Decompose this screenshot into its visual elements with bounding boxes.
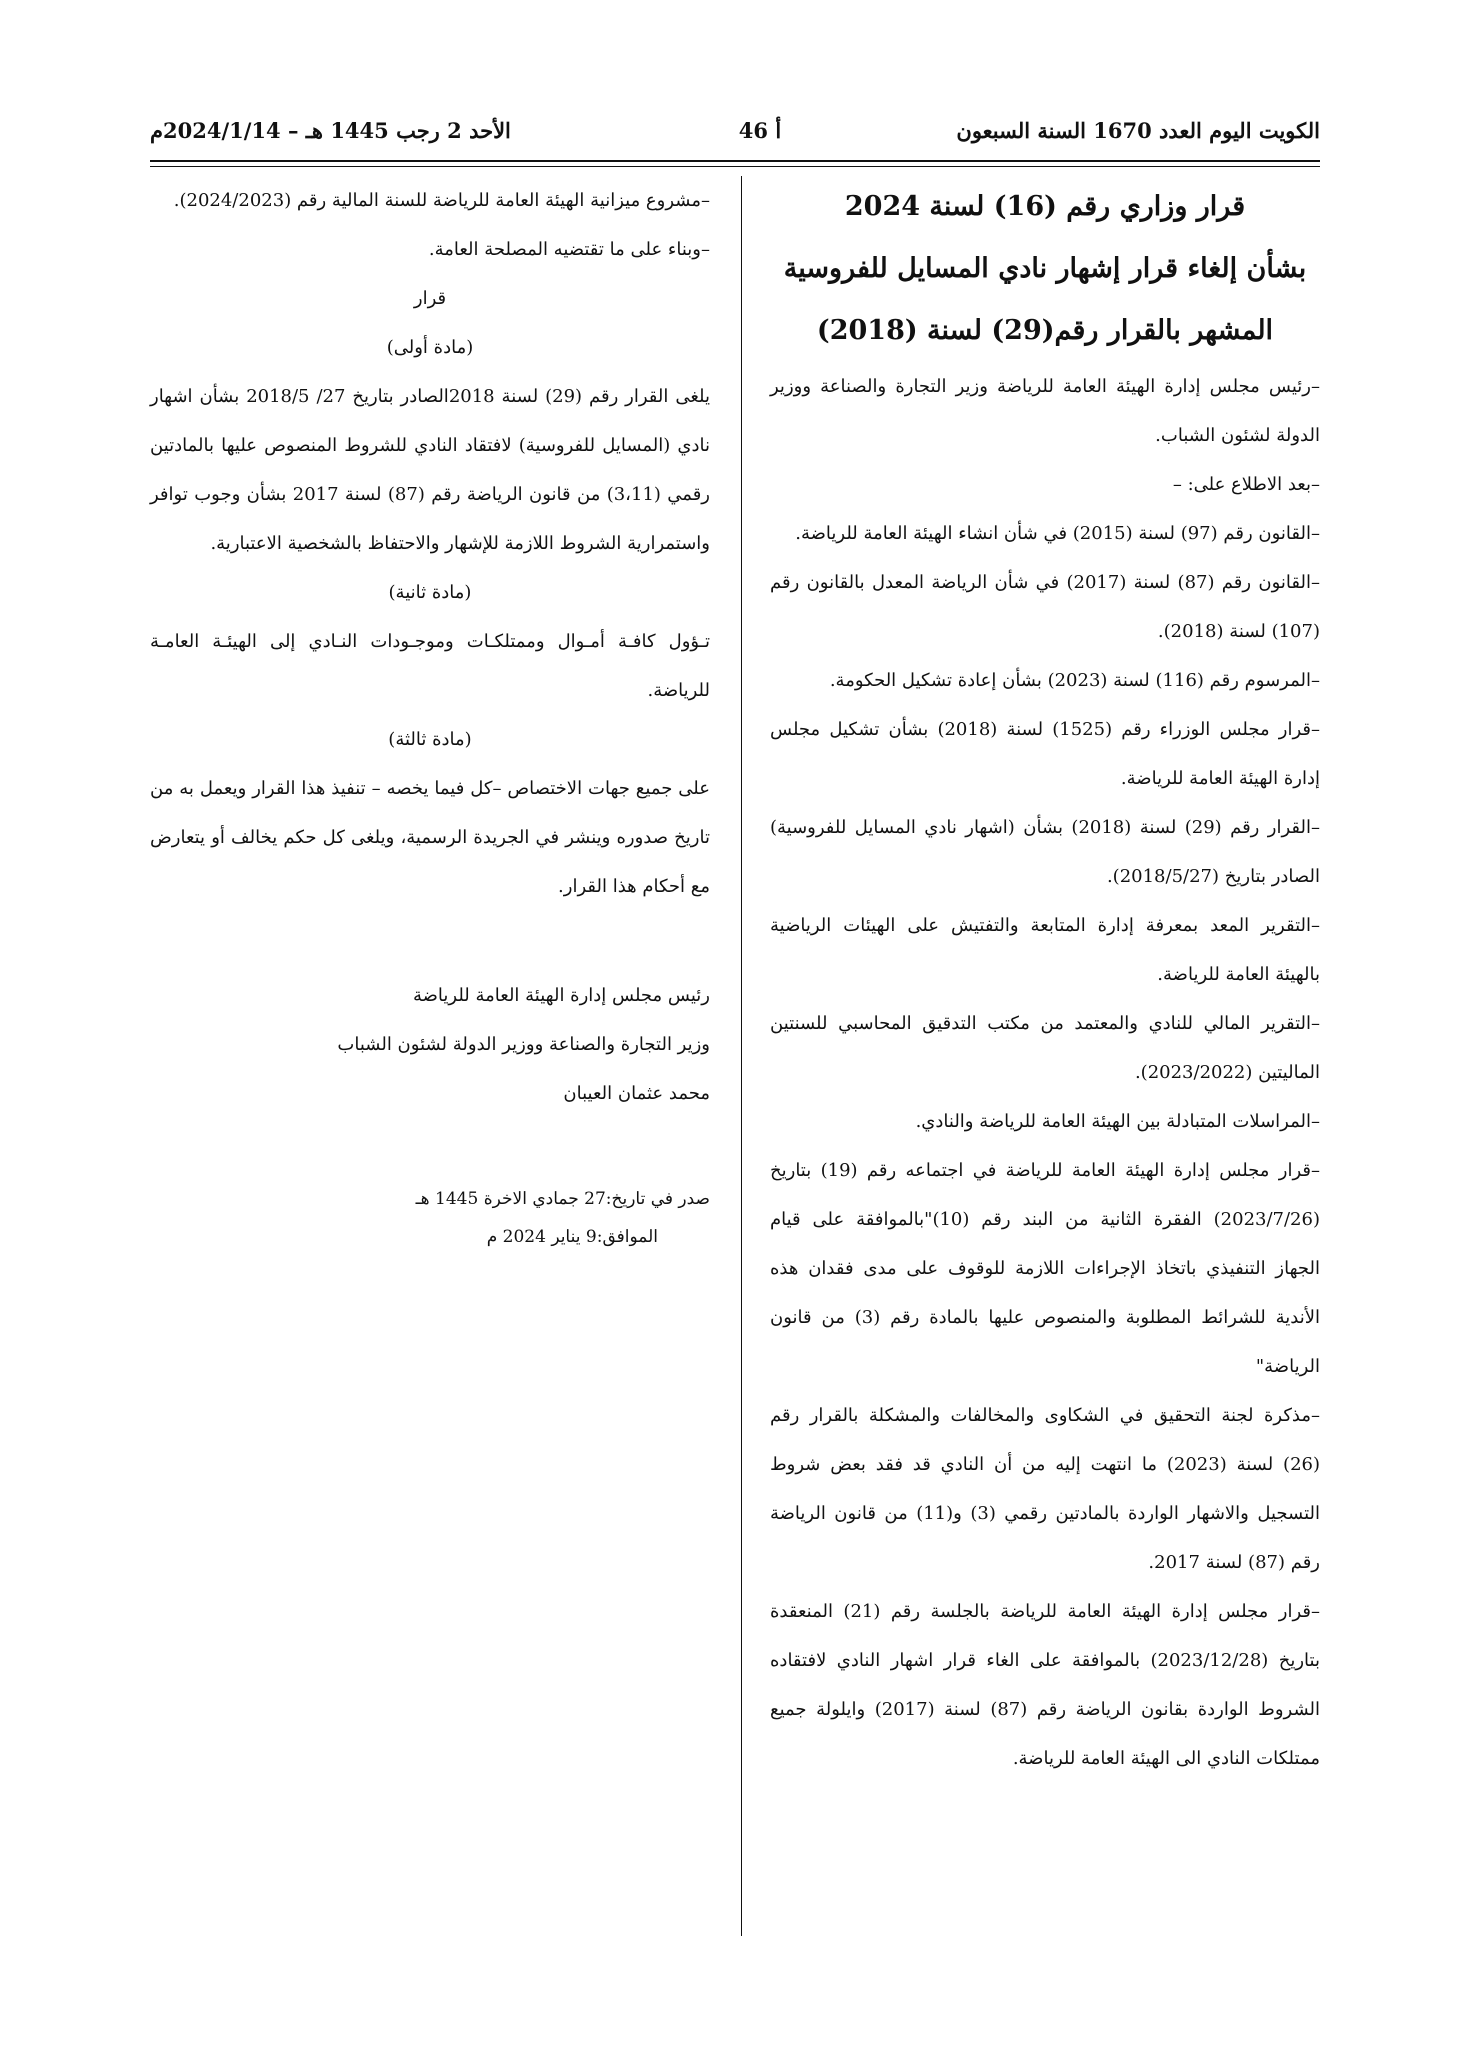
- preamble-paragraph: –قرار مجلس إدارة الهيئة العامة للرياضة بالجلسة رقم (21) المنعقدة بتاريخ (2023/12/28) بالموافقة على الغاء قرار اشهار النادي لافتقاده الشروط الواردة بقانون الرياضة رقم (87) لسنة (2017) وايلولة جميع ممتلكات النادي الى الهيئة العامة للرياضة.: [770, 1601, 1320, 1769]
- preamble-paragraph: –القرار رقم (29) لسنة (2018) بشأن (اشهار نادي المسايل للفروسية) الصادر بتاريخ (2018/5/27).: [770, 817, 1320, 887]
- article-heading: (مادة ثانية): [388, 582, 472, 603]
- page-header: [150, 110, 1320, 152]
- issued-date-gregorian: الموافق:9 يناير 2024 م: [486, 1227, 658, 1247]
- preamble-paragraph: –بعد الاطلاع على: –: [1172, 474, 1320, 495]
- header-rule: [150, 160, 1320, 162]
- preamble-paragraph: –قرار مجلس الوزراء رقم (1525) لسنة (2018) بشأن تشكيل مجلس إدارة الهيئة العامة للرياضة.: [770, 719, 1320, 789]
- header-rule-thin: [150, 166, 1320, 167]
- article-text: يلغى القرار رقم (29) لسنة 2018الصادر بتاريخ 27/ 2018/5 بشأن اشهار نادي (المسايل للفروسية) لافتقاد النادي للشروط المنصوص عليها بالمادتين رقمي (3،11) من قانون الرياضة رقم (87) لسنة 2017 بشأن وجوب توافر واستمرارية الشروط اللازمة للإشهار والاحتفاظ بالشخصية الاعتبارية.: [150, 386, 710, 554]
- spacer: [150, 911, 710, 971]
- article-text: تـؤول كافـة أمـوال وممتلكـات وموجـودات النـادي إلى الهيئـة العامـة للرياضة.: [150, 631, 710, 701]
- signatory-name: محمد عثمان العيبان: [563, 1083, 710, 1104]
- decree-subtitle: المشهر بالقرار رقم(29) لسنة (2018): [816, 315, 1274, 346]
- left-column: [150, 176, 710, 1254]
- spacer: [150, 1118, 710, 1178]
- decree-title: قرار وزاري رقم (16) لسنة 2024: [844, 191, 1246, 222]
- article-heading: (مادة أولى): [386, 337, 474, 358]
- right-column: [770, 176, 1320, 1783]
- decree-subtitle: بشأن إلغاء قرار إشهار نادي المسايل للفروسية: [783, 253, 1307, 284]
- preamble-paragraph: –قرار مجلس إدارة الهيئة العامة للرياضة في اجتماعه رقم (19) بتاريخ (2023/7/26) الفقرة الثانية من البند رقم (10)"بالموافقة على قيام الجهاز التنفيذي باتخاذ الإجراءات اللازمة للوقوف على مدى فقدان هذه الأندية للشرائط المطلوبة والمنصوص عليها بالمادة رقم (3) من قانون الرياضة": [770, 1160, 1320, 1377]
- preamble-paragraph: –التقرير المعد بمعرفة إدارة المتابعة والتفتيش على الهيئات الرياضية بالهيئة العامة للرياضة.: [770, 915, 1320, 985]
- preamble-paragraph: –المراسلات المتبادلة بين الهيئة العامة للرياضة والنادي.: [915, 1111, 1320, 1132]
- preamble-paragraph: –المرسوم رقم (116) لسنة (2023) بشأن إعادة تشكيل الحكومة.: [829, 670, 1320, 691]
- preamble-paragraph: –وبناء على ما تقتضيه المصلحة العامة.: [428, 239, 710, 260]
- article-text: على جميع جهات الاختصاص –كل فيما يخصه – تنفيذ هذا القرار ويعمل به من تاريخ صدوره وينشر في الجريدة الرسمية، ويلغى كل حكم يخالف أو يتعارض مع أحكام هذا القرار.: [150, 778, 710, 897]
- preamble-paragraph: –مشروع ميزانية الهيئة العامة للرياضة للسنة المالية رقم (2024/2023).: [173, 190, 710, 211]
- decision-heading: قرار: [413, 288, 447, 309]
- preamble-paragraph: –التقرير المالي للنادي والمعتمد من مكتب التدقيق المحاسبي للسنتين الماليتين (2023/2022).: [770, 1013, 1320, 1083]
- signature-line: رئيس مجلس إدارة الهيئة العامة للرياضة: [412, 985, 710, 1006]
- issue-date: الأحد 2 رجب 1445 هـ – 2024/1/14م: [150, 118, 511, 143]
- issued-date-hijri: صدر في تاريخ:27 جمادي الاخرة 1445 هـ: [415, 1189, 710, 1209]
- gazette-issue: الكويت اليوم العدد 1670 السنة السبعون: [956, 118, 1320, 143]
- page-number: أ 46: [738, 118, 782, 143]
- preamble-paragraph: –القانون رقم (87) لسنة (2017) في شأن الرياضة المعدل بالقانون رقم (107) لسنة (2018).: [770, 572, 1320, 642]
- signature-line: وزير التجارة والصناعة ووزير الدولة لشئون الشباب: [337, 1034, 710, 1055]
- column-divider: [741, 176, 742, 1936]
- preamble-paragraph: –رئيس مجلس إدارة الهيئة العامة للرياضة وزير التجارة والصناعة ووزير الدولة لشئون الشباب.: [770, 376, 1320, 446]
- preamble-paragraph: –القانون رقم (97) لسنة (2015) في شأن انشاء الهيئة العامة للرياضة.: [795, 523, 1320, 544]
- preamble-paragraph: –مذكرة لجنة التحقيق في الشكاوى والمخالفات والمشكلة بالقرار رقم (26) لسنة (2023) ما انتهت إليه من أن النادي قد فقد بعض شروط التسجيل والاشهار الواردة بالمادتين رقمي (3) و(11) من قانون الرياضة رقم (87) لسنة 2017.: [770, 1405, 1320, 1573]
- article-heading: (مادة ثالثة): [388, 729, 472, 750]
